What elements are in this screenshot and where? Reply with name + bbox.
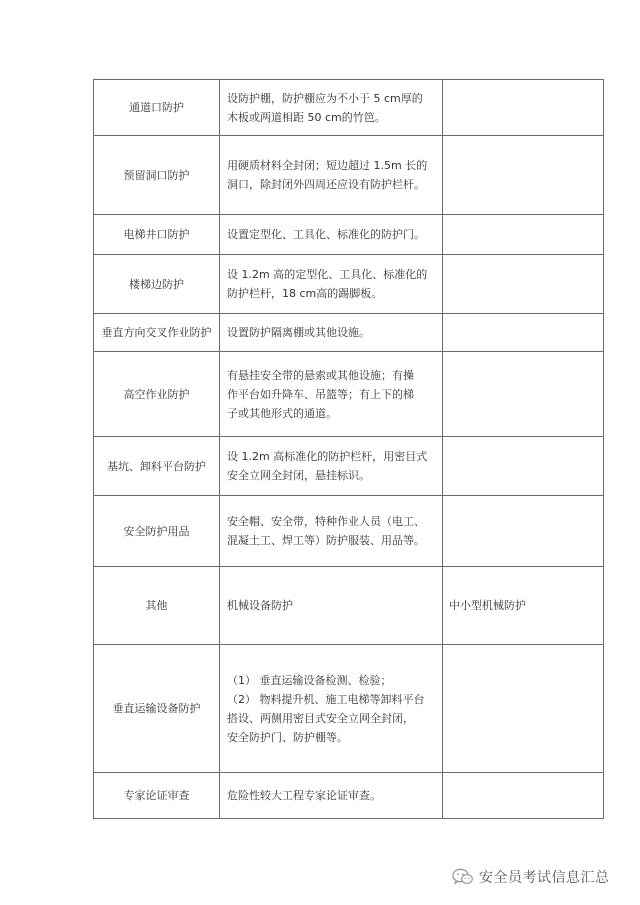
description-line: 子或其他形式的通道。	[227, 406, 337, 420]
cell-item: 垂直运输设备防护	[94, 645, 220, 773]
description-line: 混凝土工、焊工等）防护服装、用品等。	[227, 534, 425, 547]
cell-note	[443, 255, 604, 314]
cell-item: 电梯井口防护	[94, 215, 220, 255]
table-row	[94, 255, 604, 314]
cell-item: 专家论证审查	[94, 773, 220, 819]
cell-description	[220, 215, 443, 255]
cell-description	[220, 136, 443, 215]
table-row	[94, 437, 604, 496]
cell-note	[443, 80, 604, 136]
cell-note: 中小型机械防护	[443, 567, 604, 645]
cell-item: 楼梯边防护	[94, 255, 220, 314]
cell-item: 高空作业防护	[94, 352, 220, 437]
cell-description	[220, 352, 443, 437]
description-line: 设置防护隔离棚或其他设施。	[227, 326, 370, 339]
description-line: 设 1.2m 高标准化的防护栏杆，用密目式	[227, 450, 428, 463]
description-line: 防护栏杆，18 cm高的踢脚板。	[227, 287, 383, 300]
table-row	[94, 567, 604, 645]
cell-item: 基坑、卸料平台防护	[94, 437, 220, 496]
description-line: 有悬挂安全带的悬索或其他设施；有操	[227, 368, 414, 382]
description-line: （1） 垂直运输设备检测、检验；	[227, 673, 392, 687]
description-line: 安全立网全封闭，悬挂标识。	[227, 469, 370, 482]
description-line: （2） 物料提升机、施工电梯等卸料平台	[227, 692, 425, 706]
description-line: 设防护棚，防护棚应为不小于 5 cm厚的	[227, 91, 423, 105]
description-line: 木板或两道相距 50 cm的竹笆。	[227, 110, 386, 124]
table-row	[94, 80, 604, 136]
description-line: 作平台如升降车、吊篮等；有上下的梯	[227, 387, 414, 401]
cell-note	[443, 773, 604, 819]
safety-measures-table	[93, 79, 604, 819]
description-line: 搭设、两侧用密目式安全立网全封闭，	[227, 711, 414, 725]
watermark	[452, 863, 610, 891]
cell-description	[220, 437, 443, 496]
watermark-text: 安全员考试信息汇总	[479, 870, 610, 886]
cell-note	[443, 136, 604, 215]
cell-description	[220, 773, 443, 819]
description-line: 设 1.2m 高的定型化、工具化、标准化的	[227, 268, 428, 281]
description-line: 洞口，除封闭外四周还应设有防护栏杆。	[227, 178, 425, 191]
cell-note	[443, 314, 604, 352]
description-line: 危险性较大工程专家论证审查。	[227, 789, 381, 802]
description-line: 设置定型化、工具化、标准化的防护门。	[227, 228, 425, 241]
description-line: 机械设备防护	[227, 599, 293, 612]
table-row	[94, 215, 604, 255]
table-row	[94, 496, 604, 567]
cell-note	[443, 352, 604, 437]
cell-description	[220, 255, 443, 314]
cell-note	[443, 496, 604, 567]
cell-item: 通道口防护	[94, 80, 220, 136]
table-row	[94, 352, 604, 437]
cell-description	[220, 314, 443, 352]
table-row	[94, 645, 604, 773]
table-row	[94, 773, 604, 819]
cell-note	[443, 645, 604, 773]
cell-description	[220, 80, 443, 136]
table-row	[94, 314, 604, 352]
description-line: 安全防护门、防护棚等。	[227, 730, 348, 744]
description-line: 用硬质材料全封闭；短边超过 1.5m 长的	[227, 159, 428, 172]
cell-description	[220, 645, 443, 773]
cell-item: 预留洞口防护	[94, 136, 220, 215]
cell-item: 其他	[94, 567, 220, 645]
wechat-icon	[452, 868, 474, 886]
cell-note	[443, 437, 604, 496]
table-row	[94, 136, 604, 215]
table-body	[94, 80, 604, 819]
cell-item: 安全防护用品	[94, 496, 220, 567]
cell-note	[443, 215, 604, 255]
cell-description	[220, 567, 443, 645]
cell-description	[220, 496, 443, 567]
cell-item: 垂直方向交叉作业防护	[94, 314, 220, 352]
description-line: 安全帽、安全带，特种作业人员（电工、	[227, 515, 425, 528]
